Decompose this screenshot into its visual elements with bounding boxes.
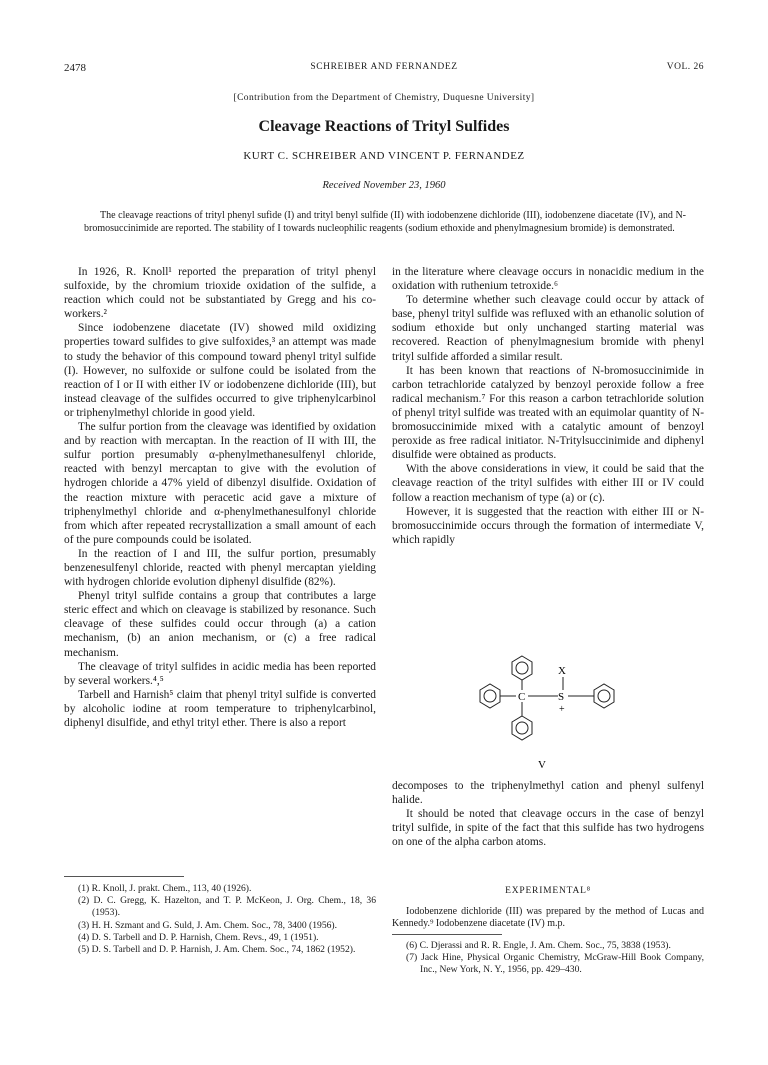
phenyl-ring-left <box>480 684 500 708</box>
paragraph: However, it is suggested that the reaction with either III or N-bromosuccinimide occurs through the formation of intermediate V, which rapidly <box>392 505 704 546</box>
received-date: Received November 23, 1960 <box>322 180 446 191</box>
left-column <box>64 265 376 730</box>
paragraph: To determine whether such cleavage could occur by attack of base, phenyl trityl sulfide was refluxed with an ethanolic solution of sodium ethoxide but only unchanged starting material was recovered. Reaction of phenylmagnesium bromide with phenyl trityl sulfide afforded a similar result. <box>392 294 704 363</box>
running-title: SCHREIBER AND FERNANDEZ <box>310 62 458 72</box>
paragraph: Tarbell and Harnish⁵ claim that phenyl trityl sulfide is converted by alcoholic iodine at room temperature to triphenylcarbinol, diphenyl disulfide, and ethyl trityl ether. There is also a report <box>64 688 376 729</box>
atom-s-label: S <box>558 691 565 703</box>
paragraph: In 1926, R. Knoll¹ reported the preparation of trityl phenyl sulfoxide, by the chromium trioxide oxidation of the sulfide, a reaction which could not be substantiated by Gregg and his co-workers.² <box>64 266 376 321</box>
paragraph: In the reaction of I and III, the sulfur portion, presumably benzenesulfenyl chloride, reacted with phenyl mercaptan yielding with hydrogen chloride evolution diphenyl disulfide (82%). <box>64 547 376 589</box>
experimental-heading: EXPERIMENTAL⁸ <box>505 886 591 896</box>
positive-charge: + <box>559 704 565 715</box>
right-column-mid <box>392 779 704 849</box>
contribution-line: [Contribution from the Department of Chemistry, Duquesne University] <box>233 93 535 103</box>
footnote: (7) Jack Hine, Physical Organic Chemistry, McGraw-Hill Book Company, Inc., New York, N. Y., 1956, pp. 429–430. <box>406 952 704 976</box>
atom-c-label: C <box>518 691 526 703</box>
compound-label: V <box>538 759 546 771</box>
experimental-text: Iodobenzene dichloride (III) was prepared by the method of Lucas and Kennedy.⁹ Iodobenzene diacetate (IV) m.p. <box>392 906 704 930</box>
running-head <box>64 62 704 78</box>
article-title: Cleavage Reactions of Trityl Sulfides <box>258 118 510 135</box>
footnote: (5) D. S. Tarbell and D. P. Harnish, J. Am. Chem. Soc., 74, 1862 (1952). <box>78 944 356 956</box>
footnote: (3) H. H. Szmant and G. Suld, J. Am. Chem. Soc., 78, 3400 (1956). <box>78 919 338 931</box>
paragraph: The sulfur portion from the cleavage was identified by oxidation and by reaction with mercaptan. In the reaction of II with III, the sulfur portion presumably α-phenylmethanesulfenyl chloride, reacted with benzyl mercaptan to give with the evolution of hydrogen chloride a 47% yield of dibenzyl disulfide. Oxidation of the reaction mixture with peracetic acid gave a mixture of triphenylmethyl chloride and α-phenylmethanesulfonyl chloride from which after repeated recrystallization a small amount of each of the pure compounds could be isolated. <box>64 421 376 546</box>
abstract: The cleavage reactions of trityl phenyl sufide (I) and trityl benyl sulfide (II) with iodobenzene dichloride (III), iodobenzene diacetate (IV), and N-bromosuccinimide are reported. The stability of I towards nucleophilic reagents (sodium ethoxide and phenylmagnesium bromide) is demonstrated. <box>84 210 686 234</box>
volume-label: VOL. 26 <box>666 62 704 72</box>
paragraph: decomposes to the triphenylmethyl cation and phenyl sulfenyl halide. <box>392 780 704 807</box>
intermediate-v-structure <box>470 652 630 777</box>
footnotes-right <box>392 940 704 977</box>
footnote-divider <box>64 876 184 877</box>
footnote: (6) C. Djerassi and R. R. Engle, J. Am. Chem. Soc., 75, 3838 (1953). <box>406 940 671 951</box>
phenyl-ring-top <box>512 656 532 680</box>
paragraph: in the literature where cleavage occurs in nonacidic medium in the oxidation with ruthenium tetroxide.⁶ <box>392 266 704 293</box>
page-number: 2478 <box>64 62 86 74</box>
atom-x-label: X <box>558 665 566 677</box>
paragraph: It should be noted that cleavage occurs in the case of benzyl trityl sulfide, in spite of the fact that this sulfide has two hydrogens on one of the alpha carbon atoms. <box>392 808 704 849</box>
footnote-divider <box>392 934 502 935</box>
paragraph: The cleavage of trityl sulfides in acidic media has been reported by several workers.⁴,⁵ <box>64 660 376 687</box>
paragraph: With the above considerations in view, it could be said that the cleavage reaction of the trityl sulfides with either III or IV could follow a reaction mechanism of type (a) or (c). <box>392 463 704 504</box>
paragraph: It has been known that reactions of N-bromosuccinimide in carbon tetrachloride catalyzed by benzoyl peroxide follow a free radical mechanism.⁷ For this reason a carbon tetrachloride solution of phenyl trityl sulfide was treated with an equimolar quantity of N-bromosuccinimide mixed with a catalytic amount of benzoyl peroxide as free radical initiator. N-Tritylsuccinimide and diphenyl disulfide were obtained as products. <box>392 364 704 462</box>
footnote: (4) D. S. Tarbell and D. P. Harnish, Chem. Revs., 49, 1 (1951). <box>78 931 319 943</box>
phenyl-ring-bottom <box>512 716 532 740</box>
paragraph: Phenyl trityl sulfide contains a group that contributes a large steric effect and which on cleavage is stabilized by resonance. Such cleavage of these sulfides could occur through (a) a cation mechanism, (b) an anion mechanism, or (c) a free radical mechanism. <box>64 590 376 659</box>
paragraph: Since iodobenzene diacetate (IV) showed mild oxidizing properties toward sulfides to give sulfoxides,³ an attempt was made to study the behavior of this compound toward phenyl trityl sulfide (I). However, no sulfoxide or sulfone could be isolated from the reaction of I or II with either IV or iodobenzene dichloride (III), but instead cleavage of the sulfides occurred to give triphenylcarbinol or triphenylmethyl chloride in good yield. <box>64 322 376 419</box>
footnotes-left <box>64 883 376 956</box>
footnote: (1) R. Knoll, J. prakt. Chem., 113, 40 (1926). <box>78 883 252 894</box>
phenyl-ring-right <box>594 684 614 708</box>
structure-diagram <box>470 652 630 777</box>
right-column-top <box>392 265 704 547</box>
author-line: KURT C. SCHREIBER AND VINCENT P. FERNANDEZ <box>243 150 525 162</box>
footnote: (2) D. C. Gregg, K. Hazelton, and T. P. McKeon, J. Org. Chem., 18, 36 (1953). <box>78 895 376 919</box>
